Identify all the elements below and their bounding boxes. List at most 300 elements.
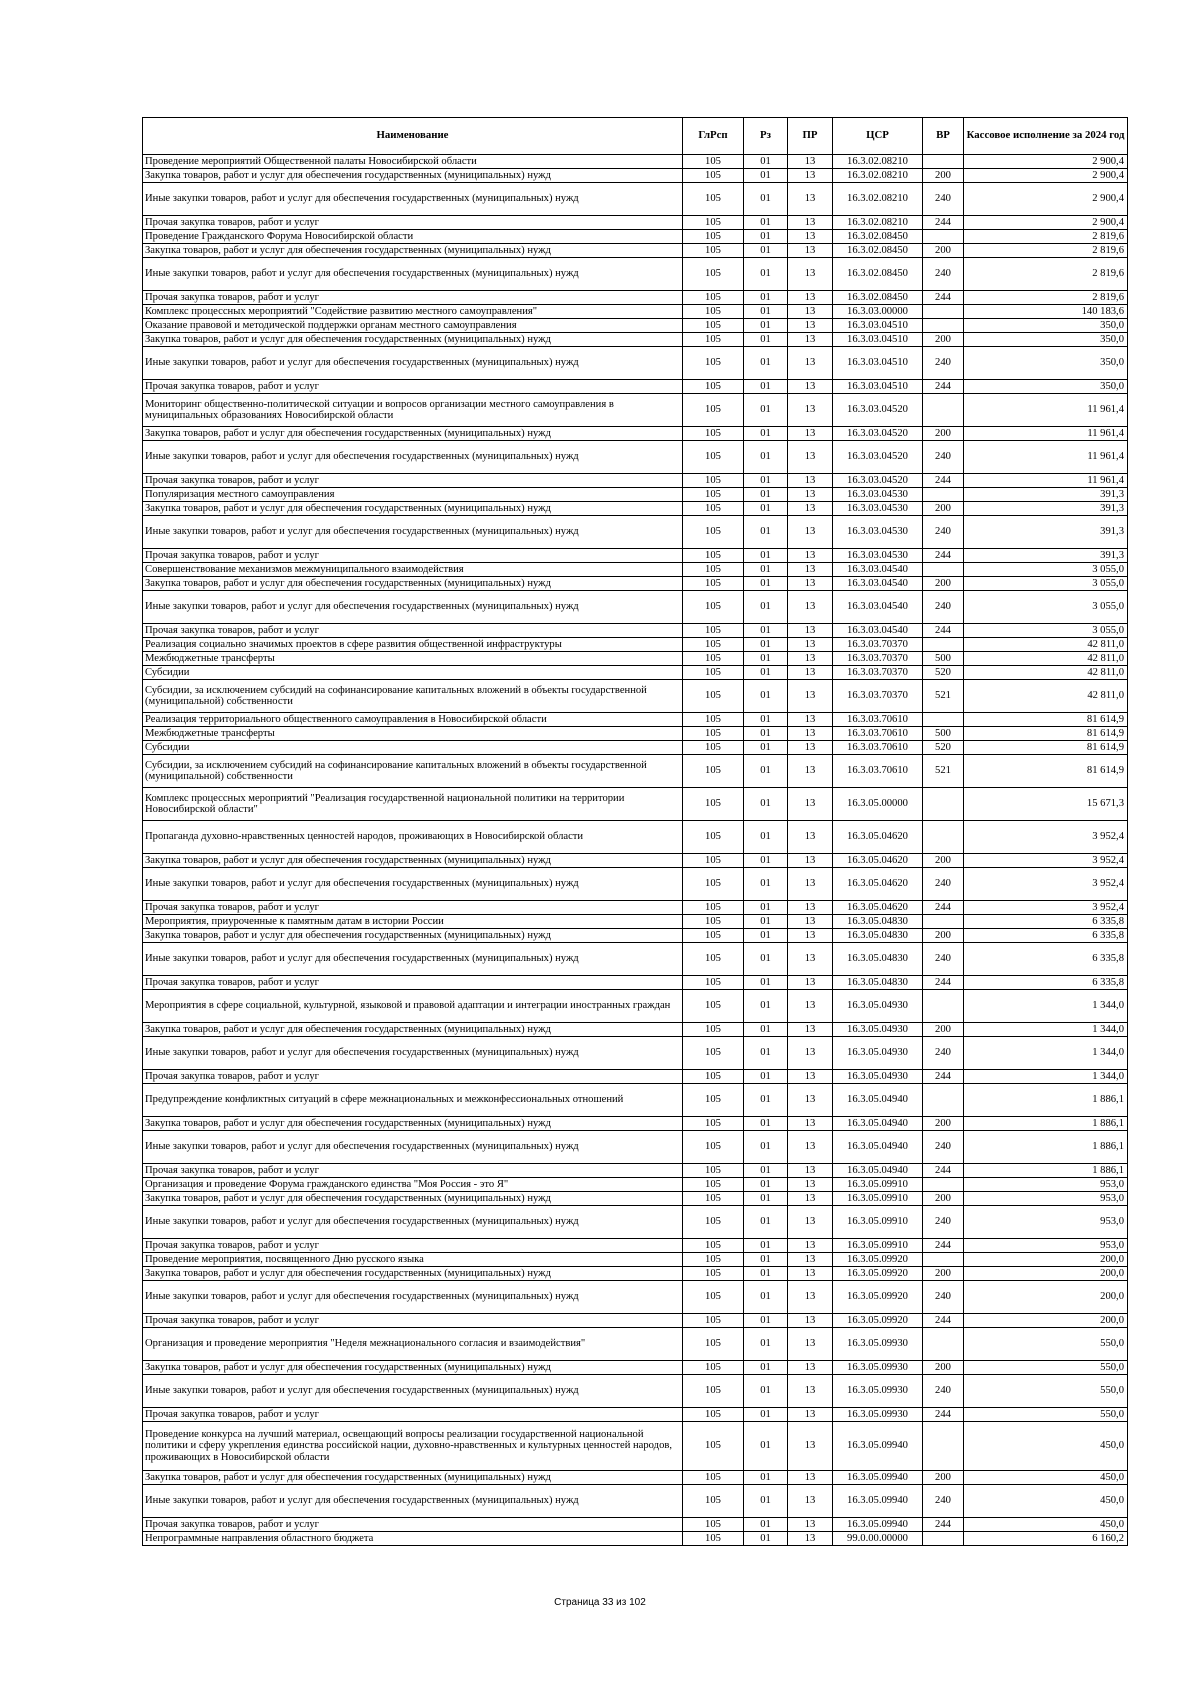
cell-amount: 200,0 <box>964 1281 1128 1314</box>
cell-glrsp: 105 <box>683 258 744 291</box>
cell-name: Субсидии <box>143 741 683 755</box>
cell-pr: 13 <box>788 183 833 216</box>
cell-glrsp: 105 <box>683 577 744 591</box>
cell-csr: 16.3.05.04940 <box>833 1131 923 1164</box>
cell-amount: 42 811,0 <box>964 666 1128 680</box>
table-row <box>143 591 1128 624</box>
cell-csr: 16.3.02.08210 <box>833 155 923 169</box>
cell-glrsp: 105 <box>683 347 744 380</box>
cell-pr: 13 <box>788 1253 833 1267</box>
cell-rz: 01 <box>744 474 788 488</box>
cell-amount: 200,0 <box>964 1314 1128 1328</box>
table-row <box>143 854 1128 868</box>
cell-name: Комплекс процессных мероприятий "Содействие развитию местного самоуправления" <box>143 305 683 319</box>
cell-vr: 244 <box>923 216 964 230</box>
cell-amount: 11 961,4 <box>964 474 1128 488</box>
cell-vr: 500 <box>923 727 964 741</box>
cell-vr: 244 <box>923 901 964 915</box>
cell-pr: 13 <box>788 1422 833 1471</box>
cell-csr: 16.3.05.04620 <box>833 901 923 915</box>
header-vr: ВР <box>923 118 964 155</box>
cell-amount: 2 819,6 <box>964 230 1128 244</box>
table-row <box>143 727 1128 741</box>
cell-rz: 01 <box>744 915 788 929</box>
cell-vr <box>923 305 964 319</box>
cell-csr: 16.3.03.70610 <box>833 741 923 755</box>
cell-name: Организация и проведение мероприятия "Неделя межнационального согласия и взаимодействия" <box>143 1328 683 1361</box>
cell-glrsp: 105 <box>683 1485 744 1518</box>
cell-glrsp: 105 <box>683 169 744 183</box>
cell-rz: 01 <box>744 333 788 347</box>
cell-glrsp: 105 <box>683 1117 744 1131</box>
cell-glrsp: 105 <box>683 727 744 741</box>
cell-name: Закупка товаров, работ и услуг для обеспечения государственных (муниципальных) нужд <box>143 1471 683 1485</box>
table-row <box>143 821 1128 854</box>
cell-name: Проведение конкурса на лучший материал, освещающий вопросы реализации государственной национальной политики и сферу укрепления единства российской нации, духовно-нравственных и культурных ценностей народов, проживающих в Новосибирской области <box>143 1422 683 1471</box>
cell-pr: 13 <box>788 1485 833 1518</box>
table-row <box>143 666 1128 680</box>
cell-amount: 6 335,8 <box>964 929 1128 943</box>
cell-csr: 16.3.02.08450 <box>833 258 923 291</box>
cell-amount: 953,0 <box>964 1206 1128 1239</box>
cell-vr: 240 <box>923 943 964 976</box>
cell-pr: 13 <box>788 868 833 901</box>
cell-glrsp: 105 <box>683 427 744 441</box>
cell-amount: 2 900,4 <box>964 183 1128 216</box>
cell-rz: 01 <box>744 549 788 563</box>
cell-glrsp: 105 <box>683 502 744 516</box>
cell-name: Иные закупки товаров, работ и услуг для обеспечения государственных (муниципальных) нужд <box>143 1281 683 1314</box>
cell-rz: 01 <box>744 1070 788 1084</box>
cell-amount: 6 160,2 <box>964 1532 1128 1546</box>
cell-rz: 01 <box>744 624 788 638</box>
cell-pr: 13 <box>788 1192 833 1206</box>
table-row <box>143 1253 1128 1267</box>
cell-rz: 01 <box>744 1206 788 1239</box>
cell-name: Закупка товаров, работ и услуг для обеспечения государственных (муниципальных) нужд <box>143 1023 683 1037</box>
cell-name: Прочая закупка товаров, работ и услуг <box>143 901 683 915</box>
cell-csr: 16.3.05.04930 <box>833 1023 923 1037</box>
cell-pr: 13 <box>788 155 833 169</box>
cell-csr: 16.3.05.00000 <box>833 788 923 821</box>
cell-amount: 3 952,4 <box>964 854 1128 868</box>
table-row <box>143 1206 1128 1239</box>
cell-pr: 13 <box>788 652 833 666</box>
cell-pr: 13 <box>788 1023 833 1037</box>
cell-vr <box>923 1422 964 1471</box>
table-row <box>143 427 1128 441</box>
cell-amount: 953,0 <box>964 1192 1128 1206</box>
cell-rz: 01 <box>744 1518 788 1532</box>
cell-pr: 13 <box>788 1408 833 1422</box>
cell-csr: 16.3.03.04540 <box>833 591 923 624</box>
cell-rz: 01 <box>744 1375 788 1408</box>
cell-glrsp: 105 <box>683 1037 744 1070</box>
cell-amount: 550,0 <box>964 1361 1128 1375</box>
cell-name: Закупка товаров, работ и услуг для обеспечения государственных (муниципальных) нужд <box>143 169 683 183</box>
cell-glrsp: 105 <box>683 230 744 244</box>
cell-glrsp: 105 <box>683 624 744 638</box>
cell-amount: 2 900,4 <box>964 155 1128 169</box>
cell-csr: 16.3.02.08210 <box>833 216 923 230</box>
table-row <box>143 305 1128 319</box>
cell-name: Непрограммные направления областного бюджета <box>143 1532 683 1546</box>
cell-amount: 42 811,0 <box>964 680 1128 713</box>
table-row <box>143 652 1128 666</box>
cell-rz: 01 <box>744 1408 788 1422</box>
cell-glrsp: 105 <box>683 1281 744 1314</box>
cell-pr: 13 <box>788 563 833 577</box>
table-row <box>143 577 1128 591</box>
cell-glrsp: 105 <box>683 516 744 549</box>
cell-pr: 13 <box>788 516 833 549</box>
cell-pr: 13 <box>788 291 833 305</box>
table-row <box>143 1518 1128 1532</box>
cell-amount: 450,0 <box>964 1485 1128 1518</box>
cell-csr: 16.3.05.09930 <box>833 1361 923 1375</box>
cell-rz: 01 <box>744 929 788 943</box>
cell-pr: 13 <box>788 741 833 755</box>
cell-vr: 244 <box>923 624 964 638</box>
cell-name: Мониторинг общественно-политической ситуации и вопросов организации местного самоуправления в муниципальных образованиях Новосибирской области <box>143 394 683 427</box>
cell-csr: 16.3.03.70370 <box>833 666 923 680</box>
cell-glrsp: 105 <box>683 1070 744 1084</box>
table-row <box>143 394 1128 427</box>
cell-vr: 200 <box>923 1267 964 1281</box>
cell-amount: 1 886,1 <box>964 1117 1128 1131</box>
table-row <box>143 1131 1128 1164</box>
cell-vr: 200 <box>923 1471 964 1485</box>
table-row <box>143 680 1128 713</box>
table-row <box>143 1471 1128 1485</box>
table-row <box>143 901 1128 915</box>
cell-csr: 16.3.05.04620 <box>833 868 923 901</box>
table-header-row <box>143 118 1128 155</box>
cell-name: Иные закупки товаров, работ и услуг для обеспечения государственных (муниципальных) нужд <box>143 868 683 901</box>
cell-vr: 240 <box>923 591 964 624</box>
cell-name: Комплекс процессных мероприятий "Реализация государственной национальной политики на территории Новосибирской области" <box>143 788 683 821</box>
cell-csr: 16.3.03.04530 <box>833 488 923 502</box>
cell-rz: 01 <box>744 1023 788 1037</box>
table-row <box>143 624 1128 638</box>
cell-amount: 450,0 <box>964 1471 1128 1485</box>
cell-name: Закупка товаров, работ и услуг для обеспечения государственных (муниципальных) нужд <box>143 1117 683 1131</box>
cell-name: Прочая закупка товаров, работ и услуг <box>143 1239 683 1253</box>
cell-rz: 01 <box>744 183 788 216</box>
cell-amount: 350,0 <box>964 380 1128 394</box>
cell-amount: 391,3 <box>964 516 1128 549</box>
cell-name: Иные закупки товаров, работ и услуг для обеспечения государственных (муниципальных) нужд <box>143 183 683 216</box>
table-row <box>143 347 1128 380</box>
cell-name: Мероприятия, приуроченные к памятным датам в истории России <box>143 915 683 929</box>
cell-glrsp: 105 <box>683 652 744 666</box>
cell-csr: 99.0.00.00000 <box>833 1532 923 1546</box>
cell-name: Прочая закупка товаров, работ и услуг <box>143 549 683 563</box>
table-row <box>143 1178 1128 1192</box>
cell-csr: 16.3.05.09910 <box>833 1178 923 1192</box>
cell-vr: 244 <box>923 1518 964 1532</box>
cell-rz: 01 <box>744 563 788 577</box>
cell-pr: 13 <box>788 1314 833 1328</box>
cell-glrsp: 105 <box>683 394 744 427</box>
cell-glrsp: 105 <box>683 680 744 713</box>
cell-glrsp: 105 <box>683 1518 744 1532</box>
cell-name: Субсидии <box>143 666 683 680</box>
cell-rz: 01 <box>744 502 788 516</box>
header-amount: Кассовое исполнение за 2024 год <box>964 118 1128 155</box>
cell-vr: 200 <box>923 244 964 258</box>
table-row <box>143 868 1128 901</box>
table-row <box>143 1239 1128 1253</box>
table-row <box>143 244 1128 258</box>
cell-rz: 01 <box>744 1192 788 1206</box>
cell-vr <box>923 713 964 727</box>
cell-glrsp: 105 <box>683 638 744 652</box>
table-row <box>143 1084 1128 1117</box>
cell-pr: 13 <box>788 1361 833 1375</box>
cell-name: Закупка товаров, работ и услуг для обеспечения государственных (муниципальных) нужд <box>143 929 683 943</box>
cell-pr: 13 <box>788 427 833 441</box>
cell-name: Прочая закупка товаров, работ и услуг <box>143 1408 683 1422</box>
table-row <box>143 943 1128 976</box>
cell-name: Субсидии, за исключением субсидий на софинансирование капитальных вложений в объекты государственной (муниципальной) собственности <box>143 755 683 788</box>
cell-csr: 16.3.05.04830 <box>833 929 923 943</box>
cell-amount: 3 952,4 <box>964 901 1128 915</box>
cell-pr: 13 <box>788 1532 833 1546</box>
table-body <box>143 155 1128 1546</box>
table-row <box>143 1375 1128 1408</box>
cell-pr: 13 <box>788 333 833 347</box>
header-rz: Рз <box>744 118 788 155</box>
header-pr: ПР <box>788 118 833 155</box>
cell-amount: 3 055,0 <box>964 591 1128 624</box>
cell-amount: 3 952,4 <box>964 821 1128 854</box>
cell-glrsp: 105 <box>683 1192 744 1206</box>
cell-pr: 13 <box>788 244 833 258</box>
cell-glrsp: 105 <box>683 333 744 347</box>
table-row <box>143 380 1128 394</box>
cell-vr: 240 <box>923 258 964 291</box>
cell-amount: 953,0 <box>964 1239 1128 1253</box>
table-row <box>143 929 1128 943</box>
cell-pr: 13 <box>788 1375 833 1408</box>
cell-amount: 350,0 <box>964 347 1128 380</box>
cell-vr <box>923 1253 964 1267</box>
cell-csr: 16.3.03.04520 <box>833 474 923 488</box>
cell-pr: 13 <box>788 1239 833 1253</box>
cell-csr: 16.3.05.09930 <box>833 1328 923 1361</box>
cell-pr: 13 <box>788 169 833 183</box>
table-row <box>143 1070 1128 1084</box>
cell-pr: 13 <box>788 755 833 788</box>
cell-amount: 1 344,0 <box>964 1037 1128 1070</box>
table-row <box>143 1532 1128 1546</box>
cell-csr: 16.3.03.70370 <box>833 680 923 713</box>
cell-csr: 16.3.05.09940 <box>833 1485 923 1518</box>
cell-rz: 01 <box>744 169 788 183</box>
cell-pr: 13 <box>788 854 833 868</box>
cell-vr: 240 <box>923 347 964 380</box>
cell-vr <box>923 155 964 169</box>
cell-glrsp: 105 <box>683 549 744 563</box>
cell-glrsp: 105 <box>683 1164 744 1178</box>
cell-pr: 13 <box>788 1131 833 1164</box>
cell-vr <box>923 915 964 929</box>
cell-vr: 200 <box>923 169 964 183</box>
cell-vr: 240 <box>923 441 964 474</box>
cell-glrsp: 105 <box>683 976 744 990</box>
cell-vr <box>923 488 964 502</box>
cell-amount: 1 344,0 <box>964 990 1128 1023</box>
cell-glrsp: 105 <box>683 291 744 305</box>
cell-name: Предупреждение конфликтных ситуаций в сфере межнациональных и межконфессиональных отношений <box>143 1084 683 1117</box>
cell-csr: 16.3.05.04620 <box>833 854 923 868</box>
table-row <box>143 990 1128 1023</box>
cell-csr: 16.3.05.09940 <box>833 1471 923 1485</box>
cell-csr: 16.3.03.04530 <box>833 502 923 516</box>
cell-glrsp: 105 <box>683 1314 744 1328</box>
cell-csr: 16.3.03.04530 <box>833 516 923 549</box>
cell-name: Организация и проведение Форума гражданского единства "Моя Россия - это Я" <box>143 1178 683 1192</box>
cell-name: Пропаганда духовно-нравственных ценностей народов, проживающих в Новосибирской области <box>143 821 683 854</box>
cell-amount: 1 886,1 <box>964 1084 1128 1117</box>
table-row <box>143 1361 1128 1375</box>
cell-name: Реализация территориального общественного самоуправления в Новосибирской области <box>143 713 683 727</box>
cell-vr <box>923 230 964 244</box>
cell-csr: 16.3.05.04940 <box>833 1164 923 1178</box>
cell-name: Иные закупки товаров, работ и услуг для обеспечения государственных (муниципальных) нужд <box>143 1037 683 1070</box>
cell-vr: 244 <box>923 291 964 305</box>
cell-vr: 200 <box>923 577 964 591</box>
cell-rz: 01 <box>744 741 788 755</box>
cell-amount: 391,3 <box>964 502 1128 516</box>
cell-csr: 16.3.05.09910 <box>833 1239 923 1253</box>
table-row <box>143 488 1128 502</box>
table-row <box>143 291 1128 305</box>
cell-name: Закупка товаров, работ и услуг для обеспечения государственных (муниципальных) нужд <box>143 1192 683 1206</box>
cell-rz: 01 <box>744 1178 788 1192</box>
cell-pr: 13 <box>788 549 833 563</box>
cell-pr: 13 <box>788 901 833 915</box>
cell-amount: 450,0 <box>964 1422 1128 1471</box>
cell-rz: 01 <box>744 1239 788 1253</box>
cell-amount: 15 671,3 <box>964 788 1128 821</box>
cell-vr: 520 <box>923 741 964 755</box>
cell-amount: 11 961,4 <box>964 394 1128 427</box>
cell-amount: 3 055,0 <box>964 563 1128 577</box>
cell-pr: 13 <box>788 577 833 591</box>
cell-vr: 200 <box>923 333 964 347</box>
cell-name: Закупка товаров, работ и услуг для обеспечения государственных (муниципальных) нужд <box>143 333 683 347</box>
cell-name: Популяризация местного самоуправления <box>143 488 683 502</box>
cell-amount: 350,0 <box>964 319 1128 333</box>
cell-vr: 240 <box>923 183 964 216</box>
budget-execution-table <box>142 117 1128 1546</box>
cell-glrsp: 105 <box>683 591 744 624</box>
table-row <box>143 1485 1128 1518</box>
cell-glrsp: 105 <box>683 821 744 854</box>
cell-rz: 01 <box>744 1131 788 1164</box>
cell-vr <box>923 990 964 1023</box>
cell-amount: 2 819,6 <box>964 291 1128 305</box>
cell-glrsp: 105 <box>683 666 744 680</box>
cell-rz: 01 <box>744 516 788 549</box>
cell-rz: 01 <box>744 901 788 915</box>
cell-csr: 16.3.02.08450 <box>833 230 923 244</box>
cell-amount: 6 335,8 <box>964 976 1128 990</box>
cell-glrsp: 105 <box>683 915 744 929</box>
header-name: Наименование <box>143 118 683 155</box>
cell-csr: 16.3.03.04540 <box>833 577 923 591</box>
cell-glrsp: 105 <box>683 1206 744 1239</box>
cell-rz: 01 <box>744 868 788 901</box>
cell-rz: 01 <box>744 788 788 821</box>
cell-csr: 16.3.05.04830 <box>833 976 923 990</box>
cell-name: Прочая закупка товаров, работ и услуг <box>143 624 683 638</box>
cell-glrsp: 105 <box>683 1422 744 1471</box>
cell-vr <box>923 563 964 577</box>
cell-vr <box>923 638 964 652</box>
cell-amount: 42 811,0 <box>964 652 1128 666</box>
cell-name: Прочая закупка товаров, работ и услуг <box>143 1518 683 1532</box>
cell-amount: 3 055,0 <box>964 624 1128 638</box>
cell-amount: 391,3 <box>964 549 1128 563</box>
cell-name: Прочая закупка товаров, работ и услуг <box>143 380 683 394</box>
cell-vr: 244 <box>923 1314 964 1328</box>
cell-amount: 1 344,0 <box>964 1023 1128 1037</box>
table-row <box>143 788 1128 821</box>
cell-vr: 200 <box>923 1023 964 1037</box>
cell-pr: 13 <box>788 1037 833 1070</box>
table-row <box>143 549 1128 563</box>
cell-vr: 200 <box>923 502 964 516</box>
cell-glrsp: 105 <box>683 1084 744 1117</box>
cell-rz: 01 <box>744 1253 788 1267</box>
cell-vr: 520 <box>923 666 964 680</box>
cell-glrsp: 105 <box>683 563 744 577</box>
cell-name: Иные закупки товаров, работ и услуг для обеспечения государственных (муниципальных) нужд <box>143 258 683 291</box>
table-row <box>143 563 1128 577</box>
cell-pr: 13 <box>788 502 833 516</box>
table-row <box>143 333 1128 347</box>
cell-glrsp: 105 <box>683 155 744 169</box>
cell-name: Прочая закупка товаров, работ и услуг <box>143 474 683 488</box>
cell-vr: 244 <box>923 976 964 990</box>
cell-vr: 240 <box>923 1485 964 1518</box>
cell-rz: 01 <box>744 1267 788 1281</box>
cell-glrsp: 105 <box>683 929 744 943</box>
cell-rz: 01 <box>744 441 788 474</box>
cell-vr: 240 <box>923 1206 964 1239</box>
cell-name: Совершенствование механизмов межмуниципального взаимодействия <box>143 563 683 577</box>
cell-amount: 550,0 <box>964 1375 1128 1408</box>
cell-rz: 01 <box>744 591 788 624</box>
cell-glrsp: 105 <box>683 1178 744 1192</box>
cell-glrsp: 105 <box>683 183 744 216</box>
cell-name: Иные закупки товаров, работ и услуг для обеспечения государственных (муниципальных) нужд <box>143 943 683 976</box>
cell-name: Прочая закупка товаров, работ и услуг <box>143 1164 683 1178</box>
cell-rz: 01 <box>744 1328 788 1361</box>
cell-amount: 450,0 <box>964 1518 1128 1532</box>
cell-amount: 3 055,0 <box>964 577 1128 591</box>
cell-pr: 13 <box>788 1070 833 1084</box>
cell-amount: 1 886,1 <box>964 1164 1128 1178</box>
cell-rz: 01 <box>744 854 788 868</box>
cell-csr: 16.3.03.04520 <box>833 394 923 427</box>
cell-amount: 81 614,9 <box>964 755 1128 788</box>
cell-name: Иные закупки товаров, работ и услуг для обеспечения государственных (муниципальных) нужд <box>143 591 683 624</box>
cell-csr: 16.3.05.04930 <box>833 1070 923 1084</box>
